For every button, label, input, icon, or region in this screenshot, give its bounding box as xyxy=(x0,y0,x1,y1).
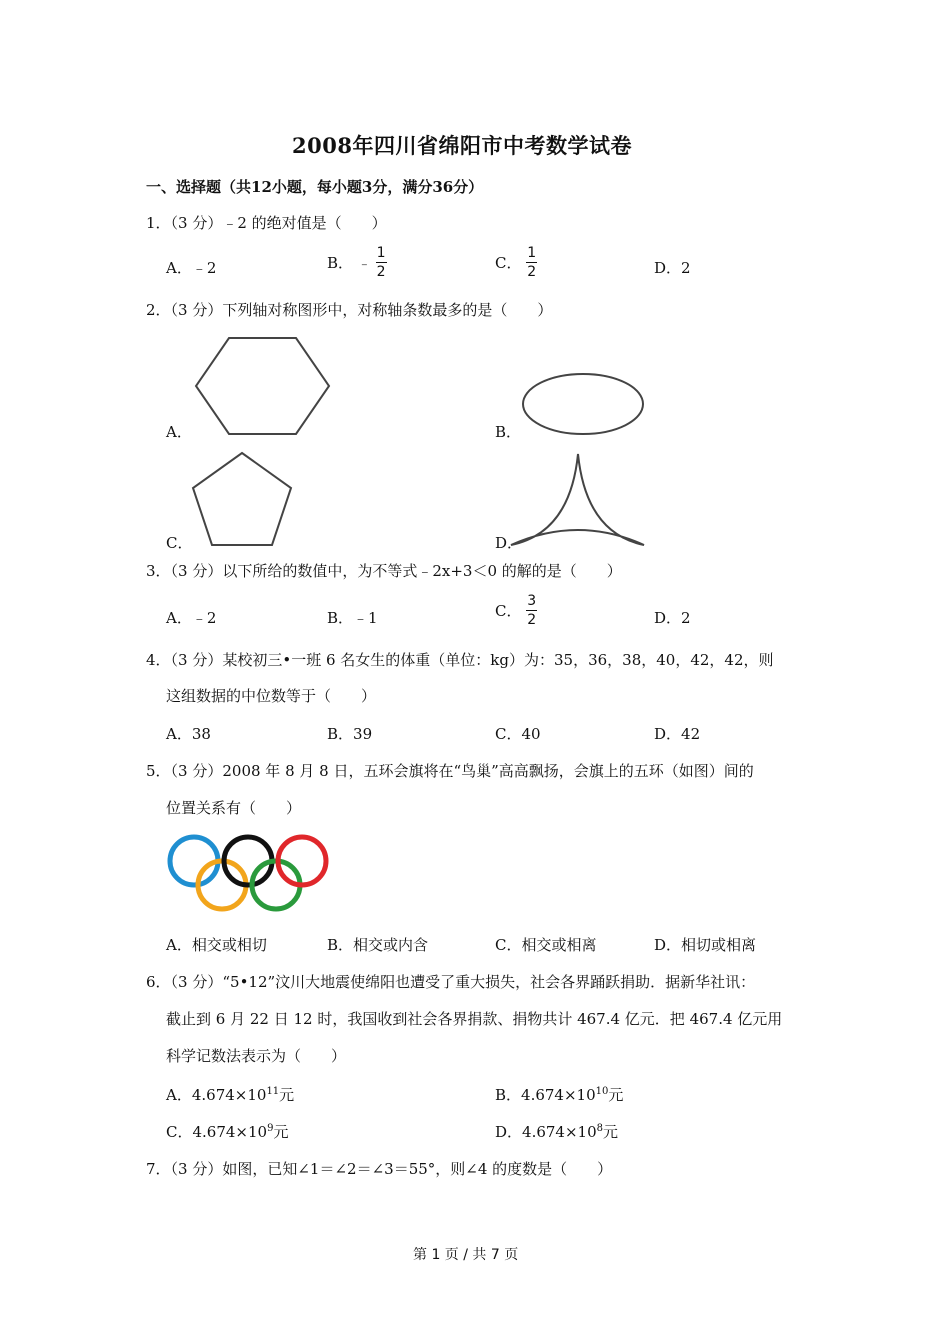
q5-option-a[interactable]: A．相交或相切 xyxy=(166,936,267,954)
q1-b-fraction: $\frac{1}{2}$ xyxy=(376,245,386,280)
q3-option-b[interactable]: B．﹣1 xyxy=(327,609,378,627)
q3-option-d[interactable]: D．2 xyxy=(654,609,691,627)
question-6-stem-line1: 6．（3 分）“5•12”汶川大地震使绵阳也遭受了重大损失，社会各界踊跃捐助．据新华社讯： xyxy=(146,973,756,991)
q3-option-a[interactable]: A．﹣2 xyxy=(166,609,217,627)
q4-option-d[interactable]: D．42 xyxy=(654,725,701,743)
question-4-stem-line2: 这组数据的中位数等于（ ） xyxy=(166,687,377,705)
q6-option-d[interactable]: D．$4.674\times 10^8$元 xyxy=(495,1123,619,1141)
question-3-stem: 3．（3 分）以下所给的数值中，为不等式﹣2x+3＜0 的解的是（ ） xyxy=(146,562,622,580)
olympic-rings-figure xyxy=(166,833,330,913)
pentagon-figure xyxy=(191,452,293,546)
question-6-stem-line3: 科学记数法表示为（ ） xyxy=(166,1047,347,1065)
question-6-stem-line2: 截止到 6 月 22 日 12 时，我国收到社会各界捐款、捐物共计 467.4 亿元．把 467.4 亿元用 xyxy=(166,1010,783,1028)
q3-option-c[interactable] xyxy=(495,594,537,627)
q1-b-label: B． xyxy=(327,254,354,272)
q2-option-d[interactable]: D． xyxy=(495,534,523,552)
hexagon-figure xyxy=(195,337,330,435)
q5-option-d[interactable]: D．相切或相离 xyxy=(654,936,757,954)
q4-option-a[interactable]: A．38 xyxy=(166,725,211,743)
question-5-stem-line2: 位置关系有（ ） xyxy=(166,799,302,817)
ellipse-figure xyxy=(521,372,645,436)
q1-option-c[interactable] xyxy=(495,246,537,279)
q1-c-fraction: $\frac{1}{2}$ xyxy=(527,245,537,280)
q1-option-b[interactable] xyxy=(327,246,387,279)
q1-c-label: C． xyxy=(495,254,522,272)
question-5-stem-line1: 5．（3 分）2008 年 8 月 8 日，五环会旗将在“鸟巢”高高飘扬，会旗上的五环（如图）间的 xyxy=(146,762,754,780)
q2-option-c[interactable]: C． xyxy=(166,534,193,552)
q3-c-fraction: $\frac{3}{2}$ xyxy=(527,593,537,628)
question-2-stem: 2．（3 分）下列轴对称图形中，对称轴条数最多的是（ ） xyxy=(146,301,553,319)
section-heading: 一、选择题（共12小题，每小题3分，满分36分） xyxy=(146,178,484,196)
q5-option-b[interactable]: B．相交或内含 xyxy=(327,936,429,954)
q3-c-label: C． xyxy=(495,602,522,620)
q2-option-a[interactable]: A． xyxy=(166,423,192,441)
q2-option-b[interactable]: B． xyxy=(495,423,522,441)
q4-option-b[interactable]: B．39 xyxy=(327,725,373,743)
question-1-stem: 1．（3 分）﹣2 的绝对值是（ ） xyxy=(146,214,387,232)
q6-option-c[interactable]: C．$4.674\times 10^9$元 xyxy=(166,1123,289,1141)
q5-option-c[interactable]: C．相交或相离 xyxy=(495,936,597,954)
question-4-stem-line1: 4．（3 分）某校初三•一班 6 名女生的体重（单位：kg）为：35，36，38，40，42，42，则 xyxy=(146,651,774,669)
curved-triangle-figure xyxy=(510,453,645,546)
question-7-stem: 7．（3 分）如图，已知∠1＝∠2＝∠3＝55°，则∠4 的度数是（ ） xyxy=(146,1160,613,1178)
q1-option-d[interactable]: D．2 xyxy=(654,259,691,277)
q1-b-sign: ﹣ xyxy=(357,257,371,272)
page-footer: 第 1 页 / 共 7 页 xyxy=(413,1247,519,1263)
page-title: 2008年四川省绵阳市中考数学试卷 xyxy=(292,133,632,158)
q1-option-a[interactable]: A．﹣2 xyxy=(166,259,217,277)
q4-option-c[interactable]: C．40 xyxy=(495,725,541,743)
q6-option-b[interactable]: B．$4.674\times 10^{10}$元 xyxy=(495,1086,624,1104)
q6-option-a[interactable]: A．$4.674\times 10^{11}$元 xyxy=(166,1086,295,1104)
